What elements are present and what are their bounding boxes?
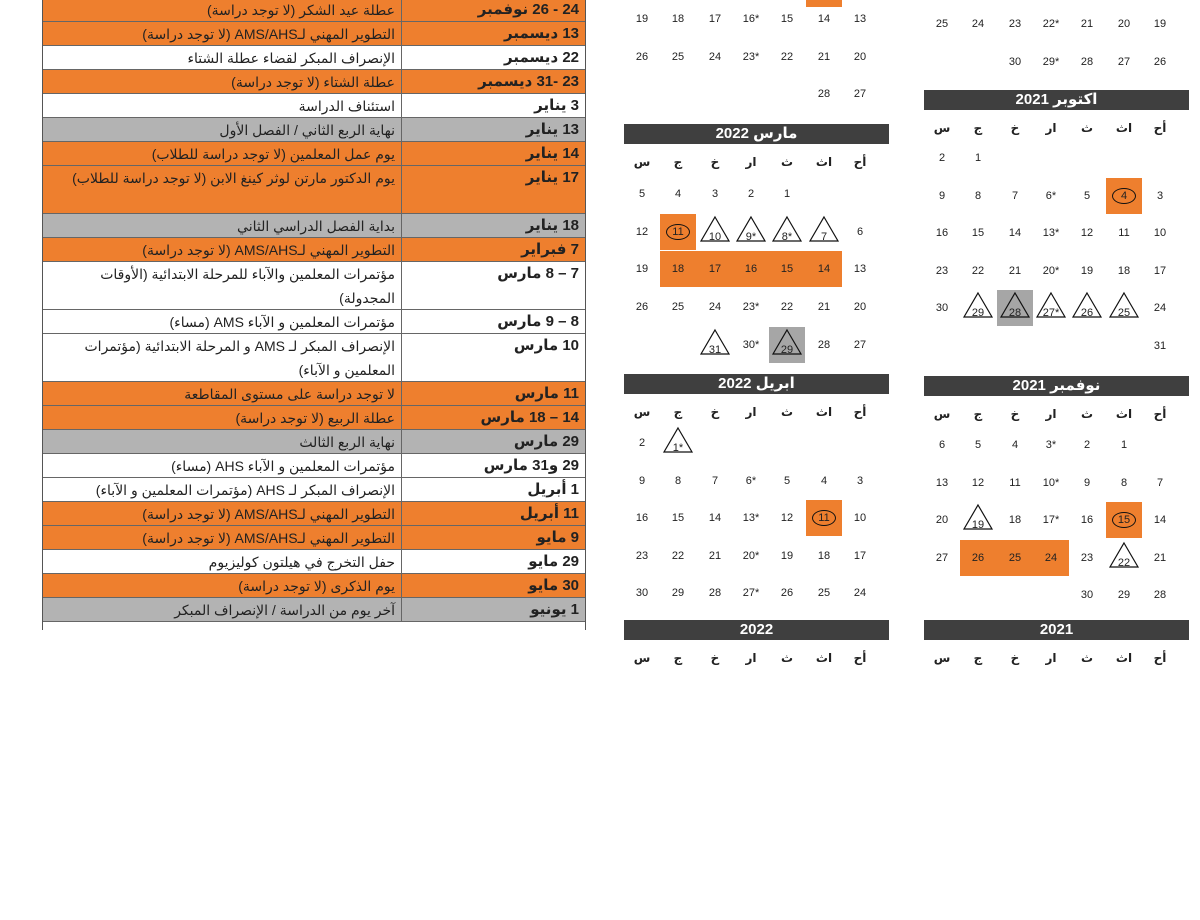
calendar-day: 20* xyxy=(742,549,760,562)
event-description: مؤتمرات المعلمين والآباء للمرحلة الابتدائية (الأوقات المجدولة) xyxy=(100,266,395,306)
weekday-label: اث xyxy=(1115,121,1133,135)
calendar-day: 12 xyxy=(1080,227,1094,239)
weekday-label: ار xyxy=(1045,121,1057,135)
event-row xyxy=(43,46,585,70)
weekday-label: س xyxy=(933,651,951,665)
calendar-day: 10 xyxy=(853,512,867,524)
calendar-day: 3 xyxy=(1156,189,1164,202)
calendar-day: 15 xyxy=(971,227,985,239)
event-row xyxy=(43,406,585,430)
event-row xyxy=(43,478,585,502)
calendar-day: 30 xyxy=(1080,589,1094,601)
month-title: 2021 xyxy=(924,620,1189,640)
weekday-label: خ xyxy=(710,651,720,665)
weekday-label: أح xyxy=(853,405,867,419)
calendar-day: 14 xyxy=(1008,227,1022,239)
weekday-label: خ xyxy=(1010,651,1020,665)
event-description: استئناف الدراسة xyxy=(298,98,395,114)
calendar-day: 6 xyxy=(856,225,864,238)
calendar-day: 27* xyxy=(742,587,760,599)
calendar-day: 24 xyxy=(708,301,722,314)
calendar-day: 4 xyxy=(674,188,682,200)
calendar-day: 23* xyxy=(742,301,760,314)
event-description: التطوير المهني لـAMS/AHS (لا توجد دراسة) xyxy=(142,506,395,522)
weekday-label: اث xyxy=(815,651,833,665)
event-date: 10 مارس xyxy=(401,334,585,381)
month-calendar xyxy=(924,90,1189,390)
calendar-day: 17 xyxy=(708,263,722,276)
calendar-day: 21 xyxy=(817,301,831,314)
event-date: 1 أبريل xyxy=(401,478,585,501)
event-description: الإنصراف المبكر لـ AMS و المرحلة الابتدائية (مؤتمرات المعلمين و الآباء) xyxy=(84,338,395,378)
weekday-label: خ xyxy=(1010,407,1020,421)
event-row xyxy=(43,262,585,310)
calendar-day: 30 xyxy=(935,302,949,314)
event-description: مؤتمرات المعلمين و الآباء AMS (مساء) xyxy=(169,314,395,330)
events-table xyxy=(42,0,586,630)
event-row xyxy=(43,454,585,478)
weekday-label: س xyxy=(633,651,651,665)
calendar-day: 17* xyxy=(1042,514,1060,526)
calendar-day: 23 xyxy=(1080,551,1094,564)
event-date: 29 مارس xyxy=(401,430,585,453)
month-title: 2022 xyxy=(624,620,889,640)
calendar-day: 10 xyxy=(1153,227,1167,239)
calendar-day: 5 xyxy=(783,474,791,487)
calendar-day: 4 xyxy=(1011,439,1019,451)
weekday-label: ث xyxy=(1080,651,1094,665)
calendar-day: 11 xyxy=(1118,227,1130,239)
calendar-day: 26 xyxy=(1080,307,1094,319)
calendar-day: 9 xyxy=(1083,476,1091,489)
event-date: 11 أبريل xyxy=(401,502,585,525)
weekday-label: أح xyxy=(853,155,867,169)
weekday-label: ج xyxy=(673,405,683,419)
calendar-day: 9 xyxy=(638,474,646,487)
event-description: مؤتمرات المعلمين و الآباء AHS (مساء) xyxy=(171,458,395,474)
event-row xyxy=(43,502,585,526)
event-date: 14 – 18 مارس xyxy=(401,406,585,429)
event-date: 3 يناير xyxy=(401,94,585,117)
weekday-label: ث xyxy=(780,651,794,665)
weekday-label: اث xyxy=(1115,651,1133,665)
calendar-day: 23 xyxy=(635,549,649,562)
calendar-day: 23 xyxy=(935,264,949,277)
calendar-day: 17 xyxy=(1153,264,1167,277)
calendar-day: 9 xyxy=(938,189,946,202)
weekday-label: اث xyxy=(815,405,833,419)
calendar-day: 25 xyxy=(671,50,685,63)
calendar-day: 14 xyxy=(1153,514,1167,526)
weekday-label: ج xyxy=(973,407,983,421)
calendar-day: 23 xyxy=(1008,18,1022,30)
calendar-day: 25 xyxy=(671,301,685,314)
calendar-day: 14 xyxy=(817,13,831,25)
event-description: يوم الذكرى (لا توجد دراسة) xyxy=(238,578,395,594)
calendar-day: 20 xyxy=(853,50,867,63)
calendar-day: 26 xyxy=(635,50,649,63)
calendar-day: 19 xyxy=(1080,264,1094,277)
calendar-day: 29 xyxy=(971,307,985,319)
calendar-day: 13 xyxy=(853,263,867,276)
event-date: 8 – 9 مارس xyxy=(401,310,585,333)
event-row xyxy=(43,526,585,550)
calendar-day: 22 xyxy=(971,264,985,277)
calendar-day: 24 xyxy=(971,18,985,30)
event-description: حفل التخرج في هيلتون كوليزيوم xyxy=(208,554,395,570)
calendar-day: 20 xyxy=(935,514,949,526)
event-date: 14 يناير xyxy=(401,142,585,165)
calendar-day: 16 xyxy=(635,512,649,524)
event-date: 7 – 8 مارس xyxy=(401,262,585,309)
calendar-day: 1 xyxy=(783,188,791,200)
calendar-day: 25 xyxy=(817,587,831,599)
calendar-day: 22* xyxy=(1042,18,1060,30)
event-row xyxy=(43,430,585,454)
event-row xyxy=(43,238,585,262)
calendar-day: 15 xyxy=(1117,514,1131,526)
calendar-day: 15 xyxy=(780,263,794,276)
calendar-day: 16* xyxy=(742,13,760,25)
weekday-label: خ xyxy=(710,155,720,169)
event-date: 30 مايو xyxy=(401,574,585,597)
calendar-day: 19 xyxy=(635,13,649,25)
event-description: يوم عمل المعلمين (لا توجد دراسة للطلاب) xyxy=(151,146,395,162)
event-row xyxy=(43,382,585,406)
event-row xyxy=(43,118,585,142)
month-title: مارس 2022 xyxy=(624,124,889,144)
calendar-day: 15 xyxy=(780,13,794,25)
calendar-day: 19 xyxy=(971,519,985,531)
calendar-day: 3 xyxy=(711,188,719,200)
event-row xyxy=(43,214,585,238)
event-description: التطوير المهني لـAMS/AHS (لا توجد دراسة) xyxy=(142,26,395,42)
weekday-label: ج xyxy=(673,651,683,665)
calendar-day: 12 xyxy=(971,476,985,489)
weekday-label: خ xyxy=(1010,121,1020,135)
month-title: اكتوبر 2021 xyxy=(924,90,1189,110)
calendar-day: 16 xyxy=(935,227,949,239)
calendar-day: 12 xyxy=(780,512,794,524)
weekday-label: خ xyxy=(710,405,720,419)
calendar-day: 24 xyxy=(708,50,722,63)
event-date: 1 يونيو xyxy=(401,598,585,621)
calendar-day: 13* xyxy=(1042,227,1060,239)
calendar-day: 30 xyxy=(1008,56,1022,68)
calendar-day: 4 xyxy=(820,474,828,487)
weekday-label: ار xyxy=(745,155,757,169)
calendar-day: 7 xyxy=(1011,189,1019,202)
calendar-day: 11 xyxy=(672,225,684,238)
calendar-day: 20 xyxy=(853,301,867,314)
weekday-label: س xyxy=(933,407,951,421)
event-date: 18 يناير xyxy=(401,214,585,237)
calendar-day: 17 xyxy=(708,13,722,25)
calendar-day: 1* xyxy=(672,442,684,454)
calendar-day: 20 xyxy=(1117,18,1131,30)
calendar-day: 13 xyxy=(853,13,867,25)
event-description: عطلة الشتاء (لا توجد دراسة) xyxy=(231,74,395,90)
calendar-day: 25 xyxy=(1117,307,1131,319)
event-description: بداية الفصل الدراسي الثاني xyxy=(237,218,395,234)
calendar-day: 18 xyxy=(671,263,685,276)
calendar-day: 16 xyxy=(1080,514,1094,526)
weekday-label: ث xyxy=(780,155,794,169)
month-calendar xyxy=(624,620,889,920)
calendar-day: 21 xyxy=(1008,264,1022,277)
calendar-day: 23* xyxy=(742,50,760,63)
weekday-label: اث xyxy=(815,155,833,169)
weekday-label: ار xyxy=(745,651,757,665)
calendar-day: 6* xyxy=(745,474,757,487)
event-row xyxy=(43,22,585,46)
event-description: التطوير المهني لـAMS/AHS (لا توجد دراسة) xyxy=(142,530,395,546)
weekday-label: اث xyxy=(1115,407,1133,421)
weekday-label: ث xyxy=(1080,121,1094,135)
event-date: 24 - 26 نوفمبر xyxy=(401,0,585,21)
weekday-label: ار xyxy=(745,405,757,419)
event-row xyxy=(43,94,585,118)
event-date: 13 يناير xyxy=(401,118,585,141)
calendar-day: 31 xyxy=(708,343,722,356)
calendar-day: 10 xyxy=(708,230,722,243)
event-row xyxy=(43,550,585,574)
calendar-day: 26 xyxy=(1153,56,1167,68)
calendar-day: 3* xyxy=(1045,439,1057,451)
calendar-day: 14 xyxy=(817,263,831,276)
calendar-day: 26 xyxy=(635,301,649,314)
calendar-day: 11 xyxy=(818,512,830,524)
calendar-day: 22 xyxy=(780,50,794,63)
calendar-day: 6 xyxy=(938,439,946,451)
calendar-day: 22 xyxy=(671,549,685,562)
calendar-day: 19 xyxy=(1153,18,1167,30)
calendar-day: 1 xyxy=(1120,439,1128,451)
calendar-day: 30 xyxy=(635,587,649,599)
weekday-label: س xyxy=(633,405,651,419)
event-date: 11 مارس xyxy=(401,382,585,405)
event-description: عطلة عيد الشكر (لا توجد دراسة) xyxy=(206,2,395,18)
calendar-day: 4 xyxy=(1120,189,1128,202)
calendar-day: 24 xyxy=(1153,302,1167,314)
event-row xyxy=(43,310,585,334)
event-description: آخر يوم من الدراسة / الإنصراف المبكر xyxy=(174,602,395,618)
calendar-day: 9* xyxy=(745,230,757,243)
calendar-day: 20* xyxy=(1042,264,1060,277)
calendar-day: 27 xyxy=(935,551,949,564)
weekday-label: س xyxy=(933,121,951,135)
calendar-day: 26 xyxy=(971,551,985,564)
calendar-day: 6* xyxy=(1045,189,1057,202)
calendar-day: 2 xyxy=(938,152,946,164)
weekday-label: ث xyxy=(780,405,794,419)
month-title: ابريل 2022 xyxy=(624,374,889,394)
weekday-label: أح xyxy=(853,651,867,665)
weekday-label: ث xyxy=(1080,407,1094,421)
calendar-day: 5 xyxy=(974,439,982,451)
event-date: 9 مايو xyxy=(401,526,585,549)
weekday-label: ار xyxy=(1045,407,1057,421)
calendar-day: 17 xyxy=(853,549,867,562)
event-row xyxy=(43,334,585,382)
event-row xyxy=(43,0,585,22)
event-date: 13 ديسمبر xyxy=(401,22,585,45)
calendar-day: 28 xyxy=(1080,56,1094,68)
calendar-day: 22 xyxy=(1117,556,1131,569)
calendar-day: 24 xyxy=(1044,551,1058,564)
calendar-day: 8 xyxy=(974,189,982,202)
calendar-day: 22 xyxy=(780,301,794,314)
calendar-day: 29 xyxy=(1117,589,1131,601)
event-row xyxy=(43,166,585,214)
calendar-day: 19 xyxy=(780,549,794,562)
calendar-day: 13 xyxy=(935,476,949,489)
calendar-day: 11 xyxy=(1009,476,1021,489)
calendar-day: 2 xyxy=(1083,439,1091,451)
calendar-day: 28 xyxy=(817,338,831,351)
event-description: عطلة الربيع (لا توجد دراسة) xyxy=(235,410,395,426)
weekday-label: أح xyxy=(1153,407,1167,421)
calendar-day: 21 xyxy=(1153,551,1167,564)
calendar-day: 12 xyxy=(635,225,649,238)
calendar-day: 27 xyxy=(1117,56,1131,68)
event-date: 29 مايو xyxy=(401,550,585,573)
calendar-day: 30* xyxy=(742,338,760,351)
calendar-day: 14 xyxy=(708,512,722,524)
calendar-day: 24 xyxy=(853,587,867,599)
calendar-day: 7 xyxy=(711,474,719,487)
calendar-day: 21 xyxy=(1080,18,1094,30)
calendar-day: 10* xyxy=(1042,476,1060,489)
weekday-label: س xyxy=(633,155,651,169)
weekday-label: ج xyxy=(673,155,683,169)
calendar-day: 28 xyxy=(1008,307,1022,319)
calendar-day: 27 xyxy=(853,338,867,351)
event-description: نهاية الربع الثالث xyxy=(299,434,395,450)
month-calendar xyxy=(924,620,1189,920)
weekday-label: أح xyxy=(1153,651,1167,665)
calendar-day: 21 xyxy=(817,50,831,63)
calendar-day: 18 xyxy=(1117,264,1131,277)
calendar-day: 8* xyxy=(781,230,793,243)
calendar-day: 26 xyxy=(780,587,794,599)
calendar-day: 21 xyxy=(708,549,722,562)
calendar-day: 19 xyxy=(635,263,649,276)
calendar-day: 18 xyxy=(671,13,685,25)
calendar-day: 25 xyxy=(935,18,949,30)
no-school-highlight xyxy=(806,0,842,7)
event-date: 7 فبراير xyxy=(401,238,585,261)
event-description: الإنصراف المبكر لقضاء عطلة الشتاء xyxy=(187,50,395,66)
calendar-day: 8 xyxy=(674,474,682,487)
event-description: التطوير المهني لـAMS/AHS (لا توجد دراسة) xyxy=(142,242,395,258)
calendar-day: 13* xyxy=(742,512,760,524)
event-date: 17 يناير xyxy=(401,166,585,213)
event-date: 22 ديسمبر xyxy=(401,46,585,69)
calendar-day: 18 xyxy=(817,549,831,562)
calendar-day: 27* xyxy=(1042,307,1060,319)
calendar-day: 28 xyxy=(708,587,722,599)
event-description: نهاية الربع الثاني / الفصل الأول xyxy=(219,122,395,138)
month-title: نوفمبر 2021 xyxy=(924,376,1189,396)
weekday-label: ج xyxy=(973,651,983,665)
event-description: لا توجد دراسة على مستوى المقاطعة xyxy=(184,386,395,402)
calendar-day: 7 xyxy=(1156,476,1164,489)
event-description: يوم الدكتور مارتن لوثر كينغ الابن (لا توجد دراسة للطلاب) xyxy=(72,170,395,186)
weekday-label: أح xyxy=(1153,121,1167,135)
calendar-day: 27 xyxy=(853,88,867,100)
calendar-day: 2 xyxy=(638,437,646,449)
event-description: الإنصراف المبكر لـ AHS (مؤتمرات المعلمين و الآباء) xyxy=(95,482,395,498)
calendar-day: 18 xyxy=(1008,514,1022,526)
calendar-day: 29 xyxy=(780,343,794,356)
event-row xyxy=(43,598,585,622)
calendar-day: 5 xyxy=(1083,189,1091,202)
weekday-label: ج xyxy=(973,121,983,135)
event-date: 23 -31 ديسمبر xyxy=(401,70,585,93)
event-row xyxy=(43,574,585,598)
event-row xyxy=(43,70,585,94)
calendar-day: 15 xyxy=(671,512,685,524)
calendar-day: 25 xyxy=(1008,551,1022,564)
calendar-day: 29 xyxy=(671,587,685,599)
calendar-day: 31 xyxy=(1153,339,1167,352)
calendar-day: 3 xyxy=(856,474,864,487)
weekday-label: ار xyxy=(1045,651,1057,665)
calendar-day: 2 xyxy=(747,188,755,200)
calendar-day: 28 xyxy=(1153,589,1167,601)
calendar-day: 1 xyxy=(974,152,982,164)
calendar-day: 28 xyxy=(817,88,831,100)
calendar-day: 7 xyxy=(820,230,828,243)
calendar-day: 8 xyxy=(1120,476,1128,489)
calendar-day: 29* xyxy=(1042,56,1060,68)
event-row xyxy=(43,142,585,166)
event-date: 29 و31 مارس xyxy=(401,454,585,477)
calendar-day: 5 xyxy=(638,188,646,200)
calendar-day: 16 xyxy=(744,263,758,276)
